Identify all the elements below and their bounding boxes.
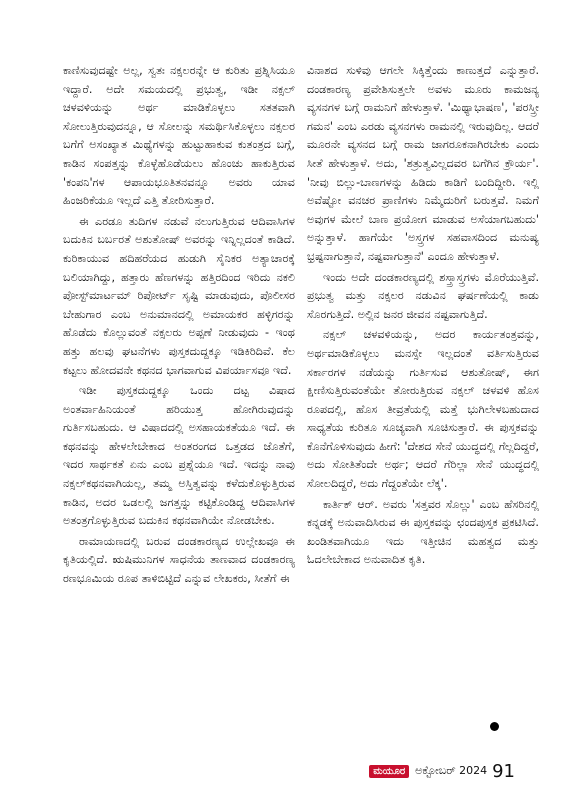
paragraph: ರಾಮಾಯಣದಲ್ಲಿ ಬರುವ ದಂಡಕಾರಣ್ಯದ ಉಲ್ಲೇಖವೂ ಈ ಕೃತಿಯಲ್ಲಿದೆ. ಋಷಿಮುನಿಗಳ ಸಾಧನೆಯ ತಾಣವಾದ ದಂಡಕಾರಣ್ಯ ರಣಭೂಮಿಯ ರೂಪ ತಾಳಿಬಿಟ್ಟಿದೆ ಎನ್ನುವ ಲೇಖಕರು, ಸೀತೆಗೆ ಈ <box>63 534 295 586</box>
paragraph: ಇಡೀ ಪುಸ್ತಕದುದ್ದಕ್ಕೂ ಒಂದು ದಟ್ಟ ವಿಷಾದ ಅಂತರ್ವಾಹಿನಿಯಂತೆ ಹರಿಯುತ್ತ ಹೋಗಿರುವುದನ್ನು ಗುರ್ತಿಸಬಹುದು. ಆ ವಿಷಾದದಲ್ಲಿ ಅಸಹಾಯಕತೆಯೂ ಇದೆ. ಈ ಕಥನವನ್ನು ಹೇಳಲೇಬೇಕಾದ ಅಂತರಂಗದ ಒತ್ತಡದ ಜೊತೆಗೆ, ಇದರ ಸಾರ್ಥಕತೆ ಏನು ಎಂಬ ಪ್ರಶ್ನೆಯೂ ಇದೆ. ಇದನ್ನು ನಾವು ನಕ್ಸಲ್‌ಕಥನವಾಗಿಯಲ್ಲ, ತಮ್ಮ ಅಸ್ತಿತ್ವವನ್ನು ಕಳೆದುಕೊಳ್ಳುತ್ತಿರುವ ಕಾಡಿನ, ಅದರ ಒಡಲಲ್ಲಿ ಜಗತ್ತನ್ನು ಕಟ್ಟಿಕೊಂಡಿದ್ದ ಆದಿವಾಸಿಗಳ ಅತಂತ್ರಗೊಳ್ಳುತ್ತಿರುವ ಬದುಕಿನ ಕಥನವಾಗಿಯೇ ನೋಡಬೇಕು. <box>63 384 295 528</box>
paragraph: ಇಂದು ಅದೇ ದಂಡಕಾರಣ್ಯದಲ್ಲಿ ಶಸ್ತ್ರಾಸ್ತ್ರಗಳು ಮೊರೆಯುತ್ತಿವೆ. ಪ್ರಭುತ್ವ ಮತ್ತು ನಕ್ಸಲರ ನಡುವಿನ ಘರ್ಷಣೆಯಲ್ಲಿ ಕಾಡು ಸೊರಗುತ್ತಿದೆ. ಅಲ್ಲಿನ ಜನರ ಜೀವನ ನಷ್ಟವಾಗುತ್ತಿದೆ. <box>307 270 539 321</box>
issue-date: ಅಕ್ಟೋಬರ್ 2024 <box>415 764 488 777</box>
paragraph: ಈ ಎರಡೂ ತುದಿಗಳ ನಡುವೆ ನಲುಗುತ್ತಿರುವ ಆದಿವಾಸಿಗಳ ಬದುಕಿನ ಬರ್ಬರತೆ ಅಶುತೋಷ್ ಅವರನ್ನು ಇನ್ನಿಲ್ಲದಂತೆ ಕಾಡಿದೆ. ಕುರಿಕಾಯುವ ಹದಿಹರೆಯದ ಹುಡುಗಿ ಸೈನಿಕರ ಅತ್ಯಾಚಾರಕ್ಕೆ ಬಲಿಯಾಗಿದ್ದು, ಹತ್ತಾರು ಹೆಣಗಳನ್ನು ಹತ್ತಿರದಿಂದ ಇರಿದು ನಕಲಿ ಪೋಸ್ಟ್‌ಮಾರ್ಟಮ್ ರಿಪೋರ್ಟ್ ಸೃಷ್ಟಿ ಮಾಡುವುದು, ಪೊಲೀಸರ ಬೇಹುಗಾರ ಎಂಬ ಅನುಮಾನದಲ್ಲಿ ಅಮಾಯಕರ ಹಳ್ಳಿಗರನ್ನು ಹೊಡೆದು ಕೊಲ್ಲುವಂತೆ ನಕ್ಸಲರು ಅಪ್ಪಣೆ ನೀಡುವುದು - ಇಂಥ ಹತ್ತು ಹಲವು ಘಟನೆಗಳು ಪುಸ್ತಕದುದ್ದಕ್ಕೂ ಇಡಿಕಿರಿದಿವೆ. ಕೆಲ ಕಟ್ಟಲು ಹೋದವನೇ ಕಥನದ ಭಾಗವಾಗುವ ವಿಪರ್ಯಾಸವೂ ಇದೆ. <box>63 214 295 377</box>
magazine-logo: ಮಯೂರ <box>369 765 409 778</box>
right-column <box>307 62 539 572</box>
paragraph: ನಕ್ಸಲ್ ಚಳವಳಿಯನ್ನು, ಅದರ ಕಾರ್ಯತಂತ್ರವನ್ನು, ಅರ್ಥಮಾಡಿಕೊಳ್ಳಲು ಮನಸ್ಸೇ ಇಲ್ಲದಂತೆ ವರ್ತಿಸುತ್ತಿರುವ ಸರ್ಕಾರಗಳ ನಡೆಯನ್ನು ಗುರ್ತಿಸುವ ಆಶುತೋಷ್, ಈಗ ಕ್ಷೀಣಿಸುತ್ತಿರುವಂತೆಯೇ ತೋರುತ್ತಿರುವ ನಕ್ಸಲ್ ಚಳವಳಿ ಹೊಸ ರೂಪದಲ್ಲಿ, ಹೊಸ ತೀವ್ರತೆಯಲ್ಲಿ ಮತ್ತೆ ಭುಗಿಲೇಳಬಹುದಾದ ಸಾಧ್ಯತೆಯ ಕುರಿತೂ ಸೂಚ್ಯವಾಗಿ ಸೂಚಿಸುತ್ತಾರೆ. ಈ ಪುಸ್ತಕವನ್ನು ಕೊನೆಗೊಳಿಸುವುದು ಹೀಗೆ: 'ದೇಶದ ಸೇನೆ ಯುದ್ಧದಲ್ಲಿ ಗೆಲ್ಲದಿದ್ದರೆ, ಅದು ಸೋತಿತೆಂದೇ ಅರ್ಥ; ಆದರೆ ಗೆರಿಲ್ಲಾ ಸೇನೆ ಯುದ್ಧದಲ್ಲಿ ಸೋಲದಿದ್ದರೆ, ಅದು ಗೆದ್ದಂತೆಯೇ ಲೆಕ್ಕ'. <box>307 328 539 491</box>
page-number: 91 <box>492 760 515 782</box>
left-column <box>63 62 295 591</box>
article-end-bullet <box>490 722 499 731</box>
paragraph: ಕಾಣಿಸುವುದಷ್ಟೇ ಅಲ್ಲ, ಸ್ವತಃ ನಕ್ಸಲರನ್ನೇ ಆ ಕುರಿತು ಪ್ರಶ್ನಿಸಿಯೂ ಇದ್ದಾರೆ. ಅದೇ ಸಮಯದಲ್ಲಿ ಪ್ರಭುತ್ವ, ಇಡೀ ನಕ್ಸಲ್ ಚಳವಳಿಯನ್ನು ಅರ್ಥ ಮಾಡಿಕೊಳ್ಳಲು ಸತತವಾಗಿ ಸೋಲುತ್ತಿರುವುದನ್ನೂ, ಆ ಸೋಲನ್ನು ಸಮರ್ಥಿಸಿಕೊಳ್ಳಲು ನಕ್ಸಲರ ಬಗೆಗೆ ಅಸಂಖ್ಯಾತ ಮಿಥ್ಯೆಗಳನ್ನು ಹುಟ್ಟುಹಾಕುವ ಕುತಂತ್ರದ ಬಗ್ಗೆ, ಕಾಡಿನ ಸಂಪತ್ತನ್ನು ಕೊಳ್ಳೆಹೊಡೆಯಲು ಹೊಂಚು ಹಾಕುತ್ತಿರುವ 'ಕಂಪನಿ'ಗಳ ಆಪಾಯಭೂತಿತನವನ್ನೂ ಅವರು ಯಾವ ಹಿಂಜರಿಕೆಯೂ ಇಲ್ಲದೆ ಎತ್ತಿ ತೋರಿಸುತ್ತಾರೆ. <box>63 64 295 208</box>
paragraph: ವಿನಾಶದ ಸುಳಿವು ಆಗಲೇ ಸಿಕ್ಕಿತ್ತೆಂದು ಕಾಣುತ್ತದೆ ಎನ್ನುತ್ತಾರೆ. ದಂಡಕಾರಣ್ಯ ಪ್ರವೇಶಿಸುತ್ತಲೇ ಅವಳು ಮೂರು ಕಾಮಜನ್ಯ ವ್ಯಸನಗಳ ಬಗ್ಗೆ ರಾಮನಿಗೆ ಹೇಳುತ್ತಾಳೆ. 'ಮಿಥ್ಯಾಭಾಷಣ', 'ಪರಸ್ತ್ರೀ ಗಮನ' ಎಂಬ ಎರಡು ವ್ಯಸನಗಳು ರಾಮನಲ್ಲಿ ಇರುವುದಿಲ್ಲ. ಆದರೆ ಮೂರನೇ ವ್ಯಸನದ ಬಗ್ಗೆ ರಾಮ ಜಾಗರೂಕನಾಗಿರಬೇಕು ಎಂದು ಸೀತೆ ಹೇಳುತ್ತಾಳೆ. ಅದು, 'ಶತ್ರುತ್ವವಿಲ್ಲದವರ ಬಗೆಗಿನ ಕ್ರೌರ್ಯ'. 'ನೀವು ಬಿಲ್ಲು-ಬಾಣಗಳನ್ನು ಹಿಡಿದು ಕಾಡಿಗೆ ಬಂದಿದ್ದೀರಿ. ಇಲ್ಲಿ ಅವೆಷ್ಟೋ ವನಚರ ಪ್ರಾಣಿಗಳು ನಿಮ್ಮೆದುರಿಗೆ ಬರುತ್ತವೆ. ನಿಮಗೆ ಅವುಗಳ ಮೇಲೆ ಬಾಣ ಪ್ರಯೋಗ ಮಾಡುವ ಅಸೆಯಾಗಬಹುದು' ಅನ್ನುತ್ತಾಳೆ. ಹಾಗೆಯೇ 'ಅಸ್ತ್ರಗಳ ಸಹವಾಸದಿಂದ ಮನುಷ್ಯ ಭ್ರಷ್ಟನಾಗುತ್ತಾನೆ, ನಷ್ಟವಾಗುತ್ತಾನೆ' ಎಂದೂ ಹೇಳುತ್ತಾಳೆ. <box>307 64 539 263</box>
paragraph: ಕಾರ್ತಿಕ್ ಆರ್. ಅವರು 'ಸತ್ತವರ ಸೊಲ್ಲು' ಎಂಬ ಹೆಸರಿನಲ್ಲಿ ಕನ್ನಡಕ್ಕೆ ಅನುವಾದಿಸಿರುವ ಈ ಪುಸ್ತಕವನ್ನು ಛಂದಪುಸ್ತಕ ಪ್ರಕಟಿಸಿದೆ. ಖಂಡಿತವಾಗಿಯೂ ಇದು ಇತ್ತೀಚಿನ ಮಹತ್ವದ ಮತ್ತು ಓದಲೇಬೇಕಾದ ಅನುವಾದಿತ ಕೃತಿ. <box>307 497 539 567</box>
page-footer <box>373 760 515 782</box>
